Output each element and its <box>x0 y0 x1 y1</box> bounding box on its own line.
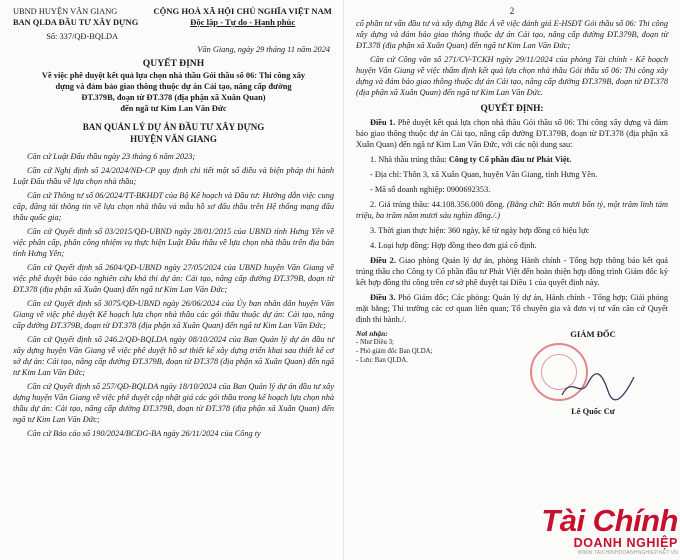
article-3 <box>356 292 668 325</box>
national-header-block <box>151 6 334 42</box>
legal-basis-item: Căn cứ Báo cáo số 190/2024/BCĐG-BA ngày 26/11/2024 của Công ty <box>27 429 261 438</box>
logo-wordmark-sub: DOANH NGHIỆP <box>573 536 678 550</box>
issuer-line: BAN QUẢN LÝ DỰ ÁN ĐẦU TƯ XÂY DỰNG <box>82 122 265 132</box>
article-3-label: Điều 3. <box>370 293 396 302</box>
recipients-title: Nơi nhận: <box>356 329 388 338</box>
legal-basis-item: Căn cứ Công văn số 271/CV-TCKH ngày 29/11/2024 của phòng Tài chính - Kế hoạch huyện Văn Giang về việc thẩm định kết quả lựa chọn nhà thầu Gói thầu số 06: Thi công xây dựng và đảm bảo giao thông thuộc dự án Cải tạo, nâng cấp đường ĐT.379B, đoạn từ ĐT.378 (địa phận xã Xuân Quan) đến ngã tư Kim Lan Văn Đức. <box>356 55 668 97</box>
article-2-text: Giao phòng Quản lý dự án, phòng Hành chính - Tổng hợp thông báo kết quả trúng thầu cho Công ty Cổ phần đầu tư Phát Việt đến hoàn thiện hợp đồng trình Giám đốc ký kết hợp đồng thi công trên cơ sở phê duyệt tại Điều 1 của quyết định này. <box>356 256 668 287</box>
legal-basis-item: Căn cứ Quyết định số 246.2/QĐ-BQLDA ngày 08/10/2024 của Ban Quản lý dự án đầu tư xây dựng huyện Văn Giang về việc phê duyệt hồ sơ thiết kế xây dựng triển khai sau thiết kế cơ sở dự án: Cải tạo, nâng cấp đường ĐT.379B, đoạn từ ĐT.378 (địa phận xã Xuân Quan) đến ngã tư Kim Lan Văn Đức; <box>13 335 334 377</box>
article-3-text: Phó Giám đốc; Các phòng: Quản lý dự án, Hành chính - Tổng hợp; Giải phóng mặt bằng; Thi trường các cơ quan liên quan; Tổ chuyên gia và đơn vị tư vấn căn cứ Quyết định thi hành./. <box>356 293 668 324</box>
republic-name: CỘNG HOÀ XÃ HỘI CHỦ NGHĨA VIỆT NAM <box>153 6 332 16</box>
recipient-item: - Phó giám đốc Ban QLDA; <box>356 348 433 355</box>
article-1 <box>356 117 668 150</box>
issuing-agency-block <box>13 6 151 42</box>
legal-basis-item: Căn cứ Luật Đấu thầu ngày 23 tháng 6 năm 2023; <box>27 152 196 161</box>
article-2 <box>356 255 668 288</box>
issuing-authority <box>13 122 334 145</box>
agency-line-2: BAN QLDA ĐẦU TƯ XÂY DỰNG <box>13 18 139 27</box>
bidder-address: - Địa chỉ: Thôn 3, xã Xuân Quan, huyện Văn Giang, tỉnh Hưng Yên. <box>370 170 598 179</box>
document-number: Số: 337/QĐ-BQLDA <box>46 32 119 41</box>
subject-line: ĐT.379B, đoạn từ ĐT.378 (địa phận xã Xuân Quan) <box>81 93 266 102</box>
decision-title: QUYẾT ĐỊNH <box>142 58 205 69</box>
article-2-label: Điều 2. <box>370 256 396 265</box>
legal-basis-item: Căn cứ Quyết định số 03/2015/QĐ-UBND ngày 28/01/2015 của UBND tỉnh Hưng Yên về việc phân cấp, phân công nhiệm vụ thực hiện Luật Đấu thầu về lựa chọn nhà thầu trên địa bàn tỉnh Hưng Yên; <box>13 227 334 258</box>
document-date: Văn Giang, ngày 29 tháng 11 năm 2024 <box>197 45 330 54</box>
recipient-item: - Như Điều 3; <box>356 339 394 346</box>
signer-name: Lê Quốc Cư <box>571 407 615 416</box>
legal-basis-continuation: cổ phần tư vấn đầu tư và xây dựng Bắc Á về việc đánh giá E-HSĐT Gói thầu số 06: Thi công xây dựng và đảm bảo giao thông thuộc dự án Cải tạo, nâng cấp đường ĐT.379B, đoạn từ ĐT.378 (địa phận xã Xuân Quan) đến ngã tư Kim Lan Văn Đức; <box>356 19 668 50</box>
subject-line: Về việc phê duyệt kết quả lựa chọn nhà thầu Gói thầu số 06: Thi công xây <box>41 71 306 80</box>
legal-bases <box>13 151 334 439</box>
subject-line: dựng và đảm bảo giao thông thuộc dự án Cải tạo, nâng cấp đường <box>55 82 292 91</box>
subject-line: đến ngã tư Kim Lan Văn Đức <box>120 104 227 113</box>
winning-bidder-name: Công ty Cổ phần đầu tư Phát Việt. <box>448 155 572 164</box>
national-motto: Độc lập - Tự do - Hạnh phúc <box>190 17 296 27</box>
signature-section <box>356 329 668 416</box>
decision-heading: QUYẾT ĐỊNH: <box>480 104 544 114</box>
signer-title: GIÁM ĐỐC <box>570 329 616 339</box>
recipient-item: - Lưu: Ban QLDA. <box>356 357 409 364</box>
logo-wordmark-main: Tài Chính <box>541 503 678 538</box>
winning-price-words: (Bằng chữ: Bốn mươi bốn tỷ, một trăm linh tám triệu, ba trăm năm mươi sáu nghìn đồng./.) <box>356 200 669 220</box>
article-1-label: Điều 1. <box>370 118 396 127</box>
legal-basis-item: Căn cứ Quyết định số 257/QĐ-BQLDA ngày 18/10/2024 của Ban Quản lý dự án đầu tư xây dựng huyện Văn Giang về việc phê duyệt cập nhật giá các gói thầu trong kế hoạch lựa chọn nhà thầu dự án: Cải tạo, nâng cấp đường ĐT.379B, đoạn từ ĐT.378 (địa phận xã Xuân Quan) đến ngã tư Kim Lan Văn Đức; <box>13 382 334 424</box>
signer-block <box>518 329 668 416</box>
legal-basis-item: Căn cứ Nghị định số 24/2024/NĐ-CP quy định chi tiết một số điều và biện pháp thi hành Luật Đấu thầu về lựa chọn nhà thầu; <box>13 166 334 186</box>
agency-line-1: UBND HUYỆN VĂN GIANG <box>13 7 118 16</box>
document-page-2 <box>343 0 680 560</box>
recipients-block <box>356 329 476 365</box>
winning-bidder-label: 1. Nhà thầu trúng thầu: <box>370 155 447 164</box>
handwritten-signature <box>558 369 638 403</box>
winning-bidder <box>356 154 668 165</box>
winning-price-value: 2. Giá trúng thầu: 44.108.356.000 đồng. <box>370 200 505 209</box>
article-1-text: Phê duyệt kết quả lựa chọn nhà thầu Gói thầu số 06: Thi công xây dựng và đảm bảo giao thông thuộc dự án Cải tạo, nâng cấp đường ĐT.379B, đoạn từ ĐT.378 (địa phận xã Xuân Quan) đến ngã tư Kim Lan Văn Đức, với các nội dung sau: <box>356 118 668 149</box>
page-number: 2 <box>509 6 515 16</box>
legal-basis-item: Căn cứ Quyết định số 3075/QĐ-UBND ngày 26/06/2024 của Ủy ban nhân dân huyện Văn Giang về việc phê duyệt Kế hoạch lựa chọn nhà thầu các gói thầu thuộc dự án: Cải tạo, nâng cấp đường ĐT.379B, đoạn từ ĐT.378 (địa phận xã Xuân Quan) đến ngã tư Kim Lan Văn Đức; <box>13 299 334 330</box>
issuer-line: HUYỆN VĂN GIANG <box>130 133 217 144</box>
legal-basis-item: Căn cứ Thông tư số 06/2024/TT-BKHĐT của Bộ Kế hoạch và Đầu tư: Hướng dẫn việc cung cấp, đăng tải thông tin về lựa chọn nhà thầu và mẫu hồ sơ đấu thầu trên Hệ thống mạng đấu thầu quốc gia; <box>13 191 334 222</box>
logo-url: WWW.TAICHINHDOANHNGHIEP.NET.VN <box>577 550 678 556</box>
legal-basis-item: Căn cứ Quyết định số 2604/QĐ-UBND ngày 27/05/2024 của UBND huyện Văn Giang về việc phê duyệt báo cáo nghiên cứu khả thi dự án: Cải tạo, nâng cấp đường ĐT.379B, đoạn từ ĐT.378 (địa phận xã Xuân Quan) đến ngã tư Kim Lan Văn Đức; <box>13 263 334 294</box>
bidder-tax-code: - Mã số doanh nghiệp: 0900692353. <box>370 185 491 194</box>
winning-price <box>356 199 668 221</box>
contract-type: 4. Loại hợp đồng: Hợp đồng theo đơn giá cố định. <box>370 241 537 250</box>
publisher-logo <box>464 503 678 558</box>
document-header <box>13 6 334 42</box>
execution-duration: 3. Thời gian thực hiện: 360 ngày, kể từ ngày hợp đồng có hiệu lực <box>370 226 590 235</box>
decision-subject <box>13 70 334 114</box>
